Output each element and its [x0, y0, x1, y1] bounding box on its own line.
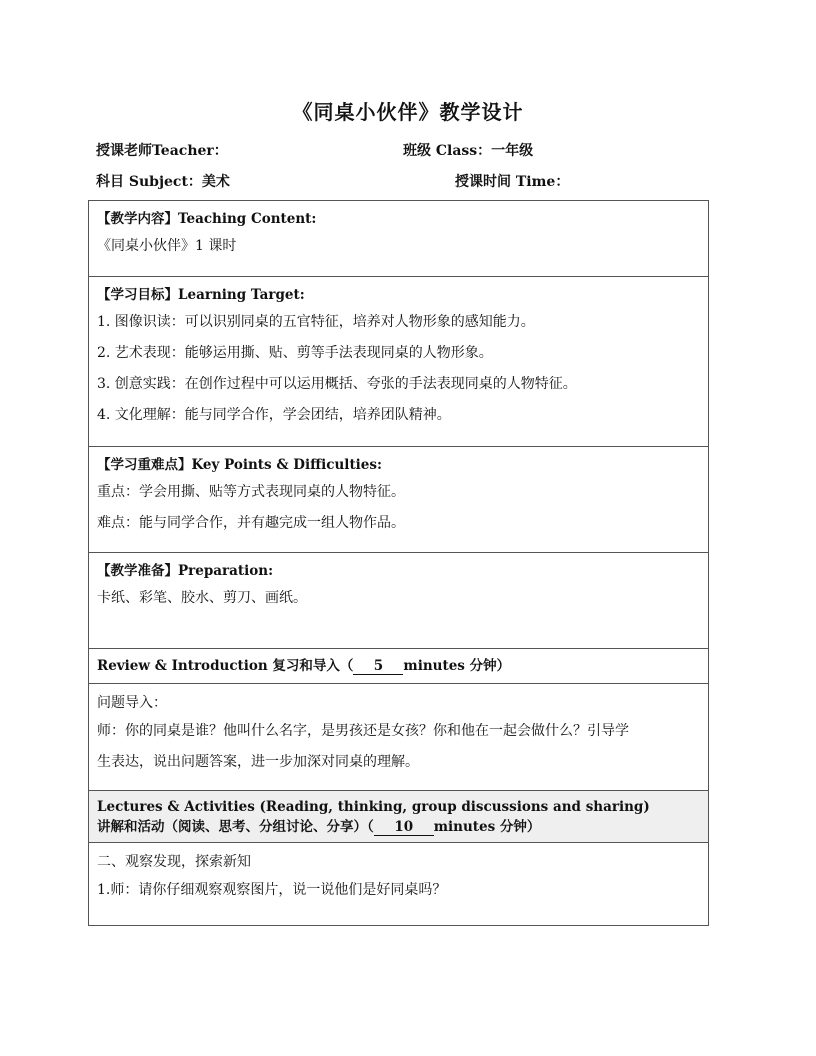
- learning-target-header: 【学习目标】Learning Target:: [97, 287, 305, 303]
- review-section: [89, 684, 708, 791]
- preparation-section: [89, 553, 708, 649]
- key-points-header: 【学习重难点】Key Points & Difficulties:: [97, 457, 382, 473]
- time-label: 授课时间 Time：: [455, 174, 570, 190]
- target-item: 3. 创意实践：在创作过程中可以运用概括、夸张的手法表现同桌的人物特征。: [97, 376, 577, 392]
- key-point-item: 难点：能与同学合作，并有趣完成一组人物作品。: [97, 515, 405, 531]
- review-bar: [89, 649, 708, 684]
- lectures-label-cn: 讲解和活动（阅读、思考、分组讨论、分享）（: [97, 819, 374, 835]
- teaching-content-header: 【教学内容】Teaching Content:: [97, 211, 317, 227]
- review-line: 生表达，说出问题答案，进一步加深对同桌的理解。: [97, 754, 419, 770]
- review-label: Review & Introduction 复习和导入（: [97, 658, 354, 674]
- lectures-suffix: minutes 分钟）: [433, 819, 541, 835]
- key-points-section: [89, 447, 708, 553]
- teaching-content-text: 《同桌小伙伴》1 课时: [97, 238, 237, 254]
- lectures-line: 1.师：请你仔细观察观察图片，说一说他们是好同桌吗？: [97, 882, 447, 898]
- class-label: 班级 Class：一年级: [403, 143, 534, 159]
- document-title: 《同桌小伙伴》教学设计: [292, 100, 524, 124]
- preparation-text: 卡纸、彩笔、胶水、剪刀、画纸。: [97, 590, 307, 606]
- review-suffix: minutes 分钟）: [403, 658, 511, 674]
- target-item: 1. 图像识读：可以识别同桌的五官特征，培养对人物形象的感知能力。: [97, 314, 535, 330]
- target-item: 4. 文化理解：能与同学合作，学会团结，培养团队精神。: [97, 407, 451, 423]
- review-line: 师：你的同桌是谁？他叫什么名字，是男孩还是女孩？你和他在一起会做什么？引导学: [97, 723, 629, 739]
- lesson-plan-table: [88, 200, 709, 926]
- teaching-content-section: [89, 201, 708, 277]
- preparation-header: 【教学准备】Preparation:: [97, 563, 274, 579]
- target-item: 2. 艺术表现：能够运用撕、贴、剪等手法表现同桌的人物形象。: [97, 345, 493, 361]
- subject-label: 科目 Subject：美术: [96, 174, 230, 190]
- teacher-label: 授课老师Teacher：: [96, 143, 228, 159]
- lectures-label-en: Lectures & Activities (Reading, thinking, group discussions and sharing): [97, 799, 650, 815]
- lectures-bar: [89, 791, 708, 843]
- key-point-item: 重点：学会用撕、贴等方式表现同桌的人物特征。: [97, 484, 405, 500]
- review-line: 问题导入：: [97, 695, 167, 711]
- lectures-minutes: 10: [374, 819, 434, 836]
- learning-target-section: [89, 277, 708, 447]
- lectures-line: 二、观察发现，探索新知: [97, 854, 251, 870]
- review-minutes: 5: [353, 658, 403, 675]
- lectures-section: [89, 843, 708, 925]
